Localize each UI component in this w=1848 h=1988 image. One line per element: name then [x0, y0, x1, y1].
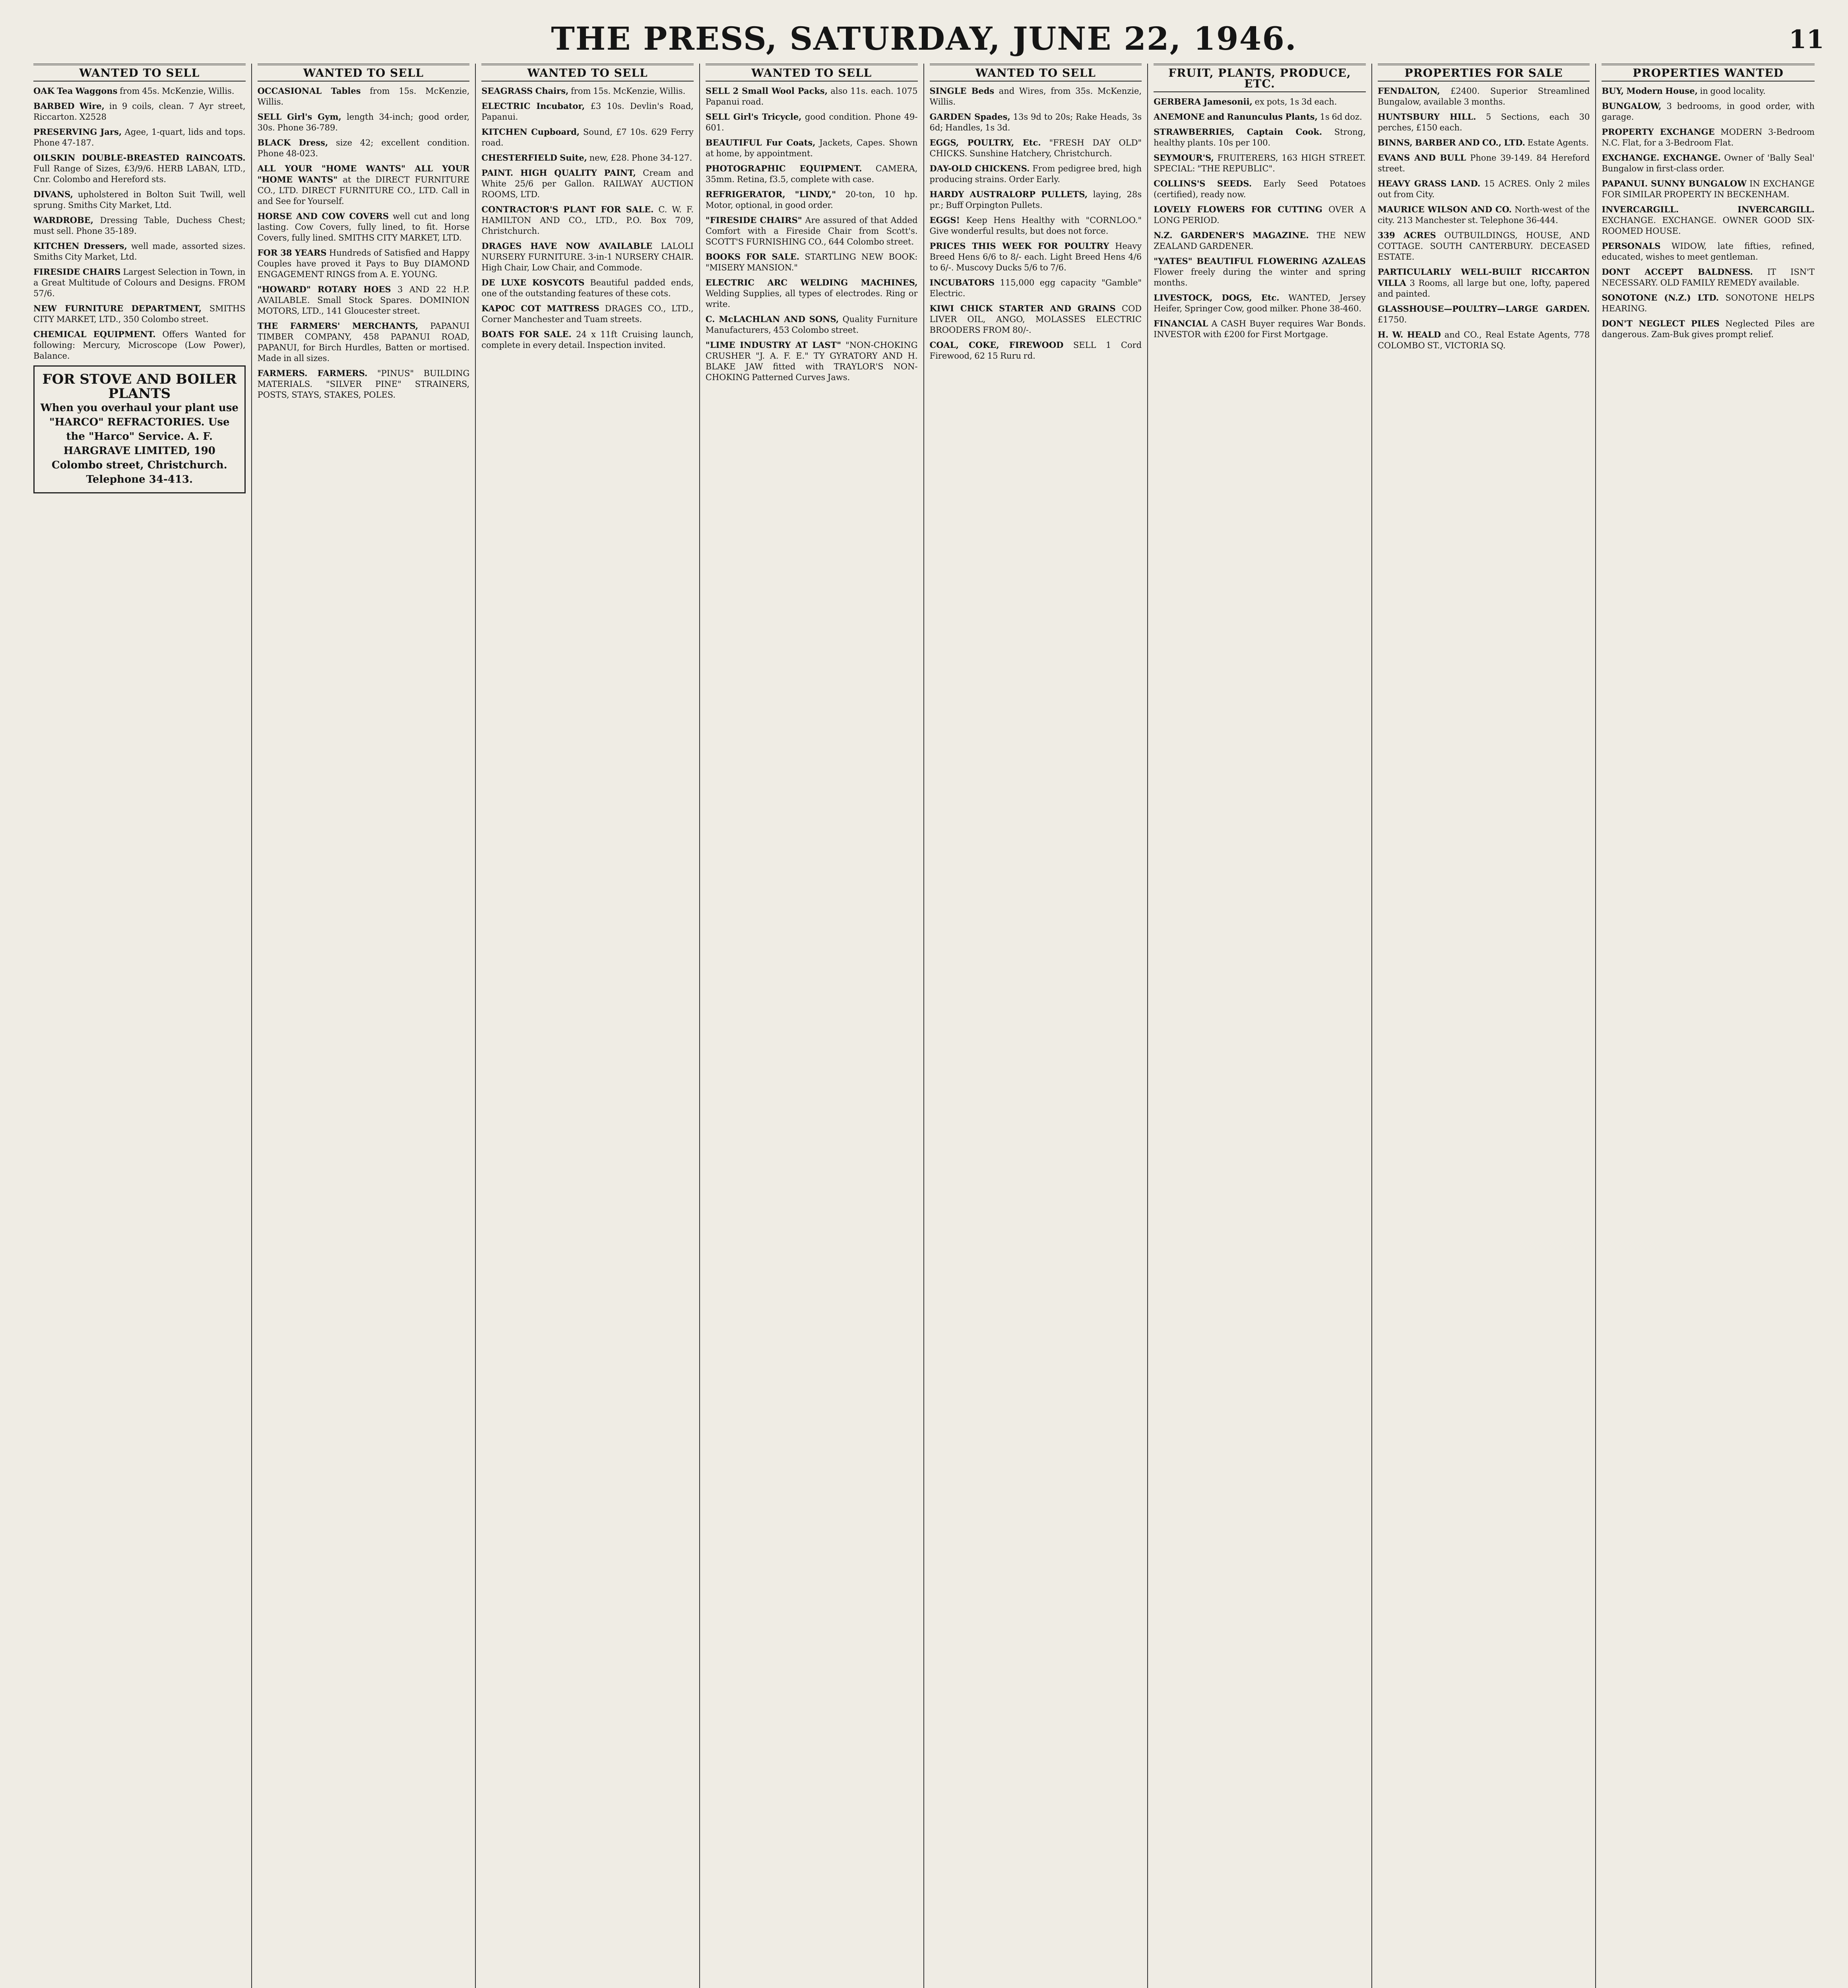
- section-heading: PROPERTIES FOR SALE: [1378, 64, 1590, 82]
- classified-ad: [1154, 178, 1366, 200]
- ad-lead: PROPERTY EXCHANGE: [1602, 127, 1715, 137]
- ad-lead: HARDY AUSTRALORP PULLETS,: [929, 189, 1088, 199]
- ad-lead: BLACK Dress,: [257, 138, 328, 148]
- classified-ad: [706, 111, 918, 133]
- classified-ad: [258, 111, 470, 133]
- section-heading: WANTED TO SELL: [481, 64, 694, 82]
- classified-ad: [1154, 292, 1366, 314]
- ad-lead: OILSKIN DOUBLE-BREASTED RAINCOATS.: [33, 153, 246, 163]
- classified-ad: [1378, 85, 1590, 107]
- ad-lead: KITCHEN Cupboard,: [481, 127, 580, 137]
- ad-text: OVER A LONG PERIOD.: [1154, 205, 1366, 225]
- ad-text: "PINUS" BUILDING MATERIALS. "SILVER PINE" STRAINERS, POSTS, STAYS, STAKES, POLES.: [257, 369, 470, 400]
- ad-lead: BEAUTIFUL Fur Coats,: [705, 138, 816, 148]
- ad-lead: DON'T NEGLECT PILES: [1602, 318, 1720, 328]
- classified-ad: [481, 85, 694, 97]
- ad-text: IN EXCHANGE FOR SIMILAR PROPERTY IN BECKENHAM.: [1602, 179, 1815, 199]
- classified-ad: [1602, 152, 1815, 174]
- classified-ad: [1154, 318, 1366, 340]
- ad-lead: FIRESIDE CHAIRS: [33, 267, 121, 277]
- ad-text: DRAGES CO., LTD., Corner Manchester and Tuam streets.: [481, 304, 694, 324]
- ad-lead: EGGS, POULTRY, Etc.: [929, 138, 1041, 148]
- ad-lead: SEAGRASS Chairs,: [481, 86, 569, 96]
- ad-text: size 42; excellent condition. Phone 48-023.: [257, 138, 470, 158]
- classified-ad: [1602, 178, 1815, 200]
- ad-lead: MAURICE WILSON AND CO.: [1377, 204, 1512, 214]
- classified-ad: [33, 189, 246, 211]
- ad-text: PAPANUI TIMBER COMPANY, 458 PAPANUI ROAD, PAPANUI, for Birch Hurdles, Batten or mortised. Made in all sizes.: [257, 321, 470, 363]
- page-number: 11: [1788, 25, 1824, 54]
- classified-ad: [1154, 126, 1366, 148]
- ad-lead: ELECTRIC Incubator,: [481, 101, 585, 111]
- ad-text: THE NEW ZEALAND GARDENER.: [1154, 231, 1366, 251]
- ad-text: £2400. Superior Streamlined Bungalow, available 3 months.: [1377, 86, 1590, 107]
- classified-ad: [930, 189, 1142, 211]
- classified-ad: [258, 211, 470, 243]
- ad-lead: PERSONALS: [1602, 241, 1661, 251]
- ad-text: Neglected Piles are dangerous. Zam-Buk gives prompt relief.: [1602, 319, 1815, 339]
- ad-lead: OCCASIONAL Tables: [257, 86, 361, 96]
- ad-lead: C. McLACHLAN AND SONS,: [705, 314, 839, 324]
- ad-text: Dressing Table, Duchess Chest; must sell. Phone 35-189.: [33, 215, 246, 236]
- footer-text: When you overhaul your plant use "HARCO" REFRACTORIES. Use the "Harco" Service. A. F. HARGRAVE LIMITED, 190 Colombo street, Christchurch. Telephone 34-413.: [40, 402, 239, 485]
- classified-ad: [481, 152, 694, 163]
- ad-text: Quality Furniture Manufacturers, 453 Colombo street.: [705, 315, 918, 335]
- ad-text: MODERN 3-Bedroom N.C. Flat, for a 3-Bedroom Flat.: [1602, 127, 1815, 148]
- ad-lead: GERBERA Jamesonii,: [1154, 97, 1253, 107]
- column-3: [476, 64, 700, 1988]
- classified-ad: [1154, 152, 1366, 174]
- ad-lead: PARTICULARLY WELL-BUILT RICCARTON VILLA: [1377, 267, 1590, 288]
- ad-text: OUTBUILDINGS, HOUSE, AND COTTAGE. SOUTH CANTERBURY. DECEASED ESTATE.: [1377, 231, 1590, 262]
- ad-lead: OAK Tea Waggons: [33, 86, 118, 96]
- ad-text: COD LIVER OIL, ANGO, MOLASSES ELECTRIC BROODERS FROM 80/-.: [929, 304, 1142, 335]
- ad-lead: KIWI CHICK STARTER AND GRAINS: [929, 303, 1116, 313]
- classified-ad: [1378, 303, 1590, 325]
- ad-text: 13s 9d to 20s; Rake Heads, 3s 6d; Handles, 1s 3d.: [929, 112, 1142, 132]
- ad-lead: PHOTOGRAPHIC EQUIPMENT.: [705, 163, 862, 173]
- ad-text: new, £28. Phone 34-127.: [589, 153, 692, 163]
- ad-lead: PRICES THIS WEEK FOR POULTRY: [929, 241, 1109, 251]
- ad-lead: 339 ACRES: [1377, 230, 1436, 240]
- ad-text: 1s 6d doz.: [1320, 112, 1362, 122]
- ad-text: laying, 28s pr.; Buff Orpington Pullets.: [929, 190, 1142, 210]
- ad-lead: BARBED Wire,: [33, 101, 105, 111]
- ad-text: Owner of 'Bally Seal' Bungalow in first-class order.: [1602, 153, 1815, 173]
- ad-text: length 34-inch; good order, 30s. Phone 36-789.: [257, 112, 470, 132]
- ad-list: [1154, 96, 1366, 340]
- masthead: [0, 0, 1848, 60]
- section-heading: FRUIT, PLANTS, PRODUCE, ETC.: [1154, 64, 1366, 92]
- classified-ad: [1154, 204, 1366, 226]
- ad-text: Estate Agents.: [1527, 138, 1589, 148]
- ad-text: SMITHS CITY MARKET, LTD., 350 Colombo street.: [33, 304, 246, 324]
- classified-ad: [258, 137, 470, 159]
- ad-lead: ELECTRIC ARC WELDING MACHINES,: [705, 278, 918, 287]
- ad-lead: "HOWARD" ROTARY HOES: [257, 284, 391, 294]
- classified-ad: [1602, 85, 1815, 97]
- ad-text: Beautiful padded ends, one of the outstanding features of these cots.: [481, 278, 694, 298]
- newspaper-title: THE PRESS, SATURDAY, JUNE 22, 1946.: [551, 20, 1297, 57]
- classified-ad: [930, 303, 1142, 336]
- classified-ad: [1378, 178, 1590, 200]
- ad-text: From pedigree bred, high producing strains. Order Early.: [929, 164, 1142, 184]
- ad-text: Sound, £7 10s. 629 Ferry road.: [481, 127, 694, 148]
- section-heading: WANTED TO SELL: [258, 64, 470, 82]
- column-2: [252, 64, 476, 1988]
- ad-text: Largest Selection in Town, in a Great Multitude of Colours and Designs. FROM 57/6.: [33, 267, 246, 298]
- classified-columns: [28, 64, 1820, 1988]
- classified-ad: [258, 284, 470, 316]
- ad-text: good condition. Phone 49-601.: [705, 112, 918, 132]
- classified-ad: [481, 126, 694, 148]
- classified-ad: [930, 241, 1142, 273]
- classified-ad: [706, 85, 918, 107]
- ad-text: well made, assorted sizes. Smiths City Market, Ltd.: [33, 241, 246, 262]
- ad-text: "NON-CHOKING CRUSHER "J. A. F. E." TY GYRATORY AND H. BLAKE JAW fitted with TRAYLOR'S NON-CHOKING Patterned Curves Jaws.: [705, 340, 918, 382]
- ad-text: well cut and long lasting. Cow Covers, fully lined, to fit. Horse Covers, fully lined. SMITHS CITY MARKET, LTD.: [257, 212, 470, 243]
- ad-text: Jackets, Capes. Shown at home, by appointment.: [705, 138, 918, 158]
- classified-ad: [706, 340, 918, 383]
- ad-text: ex pots, 1s 3d each.: [1255, 97, 1337, 107]
- classified-ad: [481, 204, 694, 237]
- classified-ad: [481, 167, 694, 200]
- ad-lead: CHEMICAL EQUIPMENT.: [33, 329, 156, 339]
- classified-ad: [1378, 152, 1590, 174]
- classified-ad: [1378, 266, 1590, 299]
- ad-text: 20-ton, 10 hp. Motor, optional, in good order.: [705, 190, 918, 210]
- ad-text: 3 bedrooms, in good order, with garage.: [1602, 101, 1815, 122]
- classified-ad: [481, 277, 694, 299]
- ad-list: [1378, 85, 1590, 351]
- ad-text: Offers Wanted for following: Mercury, Microscope (Low Power), Balance.: [33, 330, 246, 361]
- classified-ad: [33, 215, 246, 237]
- classified-ad: [1602, 266, 1815, 288]
- ad-text: 3 AND 22 H.P. AVAILABLE. Small Stock Spares. DOMINION MOTORS, LTD., 141 Gloucester street.: [257, 285, 470, 316]
- classified-ad: [1602, 204, 1815, 237]
- classified-ad: [1602, 126, 1815, 148]
- ad-text: upholstered in Bolton Suit Twill, well sprung. Smiths City Market, Ltd.: [33, 190, 246, 210]
- classified-ad: [706, 314, 918, 336]
- ad-lead: LIVESTOCK, DOGS, Etc.: [1154, 293, 1280, 303]
- ad-text: Agee, 1-quart, lids and tops. Phone 47-187.: [33, 127, 246, 148]
- ad-lead: COAL, COKE, FIREWOOD: [929, 340, 1064, 350]
- column-6: [1148, 64, 1372, 1988]
- ad-lead: HUNTSBURY HILL.: [1377, 112, 1476, 122]
- ad-text: Hundreds of Satisfied and Happy Couples have proved it Pays to Buy DIAMOND ENGAGEMENT RINGS from A. E. YOUNG.: [257, 248, 470, 279]
- ad-lead: REFRIGERATOR, "LINDY,": [705, 189, 836, 199]
- ad-lead: BUNGALOW,: [1602, 101, 1662, 111]
- ad-lead: DRAGES HAVE NOW AVAILABLE: [481, 241, 653, 251]
- ad-lead: EXCHANGE. EXCHANGE.: [1602, 153, 1721, 163]
- classified-ad: [258, 368, 470, 400]
- ad-text: 15 ACRES. Only 2 miles out from City.: [1377, 179, 1590, 199]
- classified-ad: [1378, 204, 1590, 226]
- ad-text: LALOLI NURSERY FURNITURE. 3-in-1 NURSERY CHAIR. High Chair, Low Chair, and Commode.: [481, 241, 694, 272]
- ad-list: [706, 85, 918, 383]
- ad-lead: SEYMOUR'S,: [1154, 153, 1214, 163]
- ad-text: CAMERA, 35mm. Retina, f3.5, complete with case.: [705, 164, 918, 184]
- ad-lead: BOATS FOR SALE.: [481, 329, 572, 339]
- classified-ad: [33, 241, 246, 262]
- ad-text: "FRESH DAY OLD" CHICKS. Sunshine Hatchery, Christchurch.: [929, 138, 1142, 158]
- classified-ad: [706, 251, 918, 273]
- classified-ad: [1154, 96, 1366, 107]
- ad-text: SONOTONE HELPS HEARING.: [1602, 293, 1815, 313]
- ad-text: SELL 1 Cord Firewood, 62 15 Ruru rd.: [929, 340, 1142, 361]
- classified-ad: [33, 101, 246, 122]
- ad-lead: SELL Girl's Gym,: [257, 112, 341, 122]
- ad-text: at the DIRECT FURNITURE CO., LTD. DIRECT FURNITURE CO., LTD. Call in and See for Yourself.: [257, 175, 470, 206]
- ad-lead: BUY, Modern House,: [1602, 86, 1698, 96]
- ad-text: Phone 39-149. 84 Hereford street.: [1377, 153, 1590, 173]
- ad-text: Flower freely during the winter and spring months.: [1154, 267, 1366, 287]
- ad-lead: COLLINS'S SEEDS.: [1154, 179, 1252, 188]
- ad-lead: DIVANS,: [33, 189, 73, 199]
- ad-list: [33, 85, 246, 361]
- ad-lead: GARDEN Spades,: [929, 112, 1010, 122]
- ad-lead: CHESTERFIELD Suite,: [481, 153, 587, 163]
- ad-lead: NEW FURNITURE DEPARTMENT,: [33, 303, 202, 313]
- ad-lead: SELL 2 Small Wool Packs,: [705, 86, 828, 96]
- ad-text: 115,000 egg capacity "Gamble" Electric.: [929, 278, 1142, 298]
- ad-text: Keep Hens Healthy with "CORNLOO." Give wonderful results, but does not force.: [929, 215, 1142, 236]
- ad-lead: "LIME INDUSTRY AT LAST": [705, 340, 842, 350]
- classified-ad: [481, 101, 694, 122]
- classified-ad: [930, 137, 1142, 159]
- ad-lead: LOVELY FLOWERS FOR CUTTING: [1154, 204, 1322, 214]
- ad-text: in good locality.: [1700, 86, 1766, 96]
- section-heading: WANTED TO SELL: [930, 64, 1142, 82]
- classified-ad: [1602, 292, 1815, 314]
- ad-lead: HEAVY GRASS LAND.: [1377, 179, 1481, 188]
- ad-lead: ALL YOUR "HOME WANTS" ALL YOUR "HOME WANTS": [257, 163, 470, 184]
- ad-lead: PAPANUI. SUNNY BUNGALOW: [1602, 179, 1747, 188]
- classified-ad: [33, 329, 246, 361]
- classified-ad: [706, 277, 918, 310]
- ad-text: A CASH Buyer requires War Bonds. INVESTOR with £200 for First Mortgage.: [1154, 319, 1366, 339]
- classified-ad: [706, 137, 918, 159]
- ad-text: from 15s. McKenzie, Willis.: [257, 86, 470, 107]
- column-4: [700, 64, 924, 1988]
- ad-lead: FENDALTON,: [1377, 86, 1440, 96]
- classified-ad: [706, 215, 918, 247]
- footer-box: [33, 365, 246, 493]
- classified-ad: [930, 85, 1142, 107]
- classified-ad: [930, 277, 1142, 299]
- ad-text: £3 10s. Devlin's Road, Papanui.: [481, 101, 694, 122]
- classified-ad: [33, 152, 246, 185]
- classified-ad: [481, 241, 694, 273]
- ad-text: and CO., Real Estate Agents, 778 COLOMBO ST., VICTORIA SQ.: [1377, 330, 1590, 350]
- classified-ad: [258, 320, 470, 364]
- ad-text: Are assured of that Added Comfort with a Fireside Chair from Scott's. SCOTT'S FURNISHING CO., 644 Colombo street.: [705, 215, 918, 247]
- ad-text: also 11s. each. 1075 Papanui road.: [705, 86, 918, 107]
- column-1: [28, 64, 252, 1988]
- ad-text: 5 Sections, each 30 perches, £150 each.: [1377, 112, 1590, 132]
- column-7: [1372, 64, 1596, 1988]
- classified-ad: [1378, 329, 1590, 351]
- ad-list: [930, 85, 1142, 361]
- ad-text: 3 Rooms, all large but one, lofty, papered and painted.: [1377, 278, 1590, 299]
- classified-ad: [258, 163, 470, 207]
- column-8: [1596, 64, 1820, 1988]
- ad-lead: CONTRACTOR'S PLANT FOR SALE.: [481, 204, 654, 214]
- ad-lead: "FIRESIDE CHAIRS": [705, 215, 802, 225]
- ad-lead: PRESERVING Jars,: [33, 127, 122, 137]
- ad-lead: H. W. HEALD: [1377, 330, 1441, 340]
- ad-lead: KITCHEN Dressers,: [33, 241, 127, 251]
- ad-lead: STRAWBERRIES, Captain Cook.: [1154, 127, 1322, 137]
- ad-text: C. W. F. HAMILTON AND CO., LTD., P.O. Box 709, Christchurch.: [481, 205, 694, 236]
- ad-text: Heavy Breed Hens 6/6 to 8/- each. Light Breed Hens 4/6 to 6/-. Muscovy Ducks 5/6 to 7/6.: [929, 241, 1142, 272]
- classified-ad: [258, 85, 470, 107]
- ad-text: Strong, healthy plants. 10s per 100.: [1154, 127, 1366, 148]
- classified-ad: [33, 266, 246, 299]
- ad-lead: BINNS, BARBER AND CO., LTD.: [1377, 138, 1525, 148]
- classified-ad: [258, 247, 470, 280]
- classified-ad: [33, 126, 246, 148]
- classified-ad: [1154, 230, 1366, 252]
- classified-ad: [33, 303, 246, 325]
- ad-lead: WARDROBE,: [33, 215, 94, 225]
- ad-text: Early Seed Potatoes (certified), ready now.: [1154, 179, 1366, 199]
- classified-ad: [930, 111, 1142, 133]
- classified-ad: [930, 340, 1142, 361]
- classified-ad: [706, 189, 918, 211]
- ad-text: and Wires, from 35s. McKenzie, Willis.: [929, 86, 1142, 107]
- ad-text: EXCHANGE. EXCHANGE. OWNER GOOD SIX-ROOMED HOUSE.: [1602, 215, 1815, 236]
- ad-lead: KAPOC COT MATTRESS: [481, 303, 599, 313]
- classified-ad: [481, 303, 694, 325]
- ad-text: FRUITERERS, 163 HIGH STREET. SPECIAL: "THE REPUBLIC".: [1154, 153, 1366, 173]
- ad-text: North-west of the city. 213 Manchester st. Telephone 36-444.: [1377, 205, 1590, 225]
- ad-lead: FINANCIAL: [1154, 318, 1208, 328]
- ad-text: WIDOW, late fifties, refined, educated, wishes to meet gentleman.: [1602, 241, 1815, 262]
- ad-lead: DONT ACCEPT BALDNESS.: [1602, 267, 1753, 277]
- ad-text: from 45s. McKenzie, Willis.: [120, 86, 235, 96]
- ad-text: WANTED, Jersey Heifer, Springer Cow, good milker. Phone 38-460.: [1154, 293, 1366, 313]
- ad-lead: INVERCARGILL. INVERCARGILL.: [1602, 204, 1815, 214]
- ad-list: [481, 85, 694, 351]
- ad-lead: EVANS AND BULL: [1377, 153, 1466, 163]
- ad-lead: SINGLE Beds: [929, 86, 995, 96]
- classified-ad: [33, 85, 246, 97]
- ad-lead: DAY-OLD CHICKENS.: [929, 163, 1030, 173]
- ad-text: from 15s. McKenzie, Willis.: [571, 86, 686, 96]
- classified-ad: [1602, 318, 1815, 340]
- ad-text: Full Range of Sizes, £3/9/6. HERB LABAN, LTD., Cnr. Colombo and Hereford sts.: [33, 164, 246, 184]
- ad-lead: FOR 38 YEARS: [257, 248, 327, 258]
- ad-lead: ANEMONE and Ranunculus Plants,: [1154, 112, 1318, 122]
- ad-text: STARTLING NEW BOOK: "MISERY MANSION.": [705, 252, 918, 272]
- ad-lead: SELL Girl's Tricycle,: [705, 112, 802, 122]
- classified-ad: [1602, 241, 1815, 262]
- classified-ad: [706, 163, 918, 185]
- section-heading: WANTED TO SELL: [33, 64, 246, 82]
- ad-list: [258, 85, 470, 400]
- classified-ad: [1154, 111, 1366, 122]
- ad-lead: BOOKS FOR SALE.: [705, 252, 800, 262]
- column-5: [924, 64, 1148, 1988]
- ad-lead: INCUBATORS: [929, 278, 995, 287]
- ad-lead: THE FARMERS' MERCHANTS,: [257, 321, 419, 331]
- ad-lead: SONOTONE (N.Z.) LTD.: [1602, 293, 1719, 303]
- classified-ad: [1154, 256, 1366, 288]
- ad-list: [1602, 85, 1815, 340]
- classified-ad: [930, 163, 1142, 185]
- ad-text: £1750.: [1377, 315, 1407, 324]
- ad-lead: N.Z. GARDENER'S MAGAZINE.: [1154, 230, 1309, 240]
- ad-text: in 9 coils, clean. 7 Ayr street, Riccarton. X2528: [33, 101, 246, 122]
- ad-lead: "YATES" BEAUTIFUL FLOWERING AZALEAS: [1154, 256, 1366, 266]
- footer-lead: FOR STOVE AND BOILER PLANTS: [42, 371, 237, 402]
- ad-text: IT ISN'T NECESSARY. OLD FAMILY REMEDY available.: [1602, 267, 1815, 287]
- ad-lead: EGGS!: [929, 215, 960, 225]
- ad-text: Welding Supplies, all types of electrodes. Ring or write.: [705, 289, 918, 309]
- ad-lead: DE LUXE KOSYCOTS: [481, 278, 585, 287]
- classified-ad: [1378, 230, 1590, 262]
- ad-lead: PAINT. HIGH QUALITY PAINT,: [481, 168, 636, 178]
- ad-lead: GLASSHOUSE—POULTRY—LARGE GARDEN.: [1377, 304, 1590, 314]
- classified-ad: [1602, 101, 1815, 122]
- section-heading: PROPERTIES WANTED: [1602, 64, 1815, 82]
- classified-ad: [1378, 137, 1590, 148]
- section-heading: WANTED TO SELL: [706, 64, 918, 82]
- ad-text: 24 x 11ft Cruising launch, complete in every detail. Inspection invited.: [481, 330, 694, 350]
- classified-ad: [481, 329, 694, 351]
- classified-ad: [1378, 111, 1590, 133]
- ad-lead: HORSE AND COW COVERS: [257, 211, 389, 221]
- ad-lead: FARMERS. FARMERS.: [257, 368, 368, 378]
- classified-ad: [930, 215, 1142, 237]
- ad-text: Cream and White 25/6 per Gallon. RAILWAY AUCTION ROOMS, LTD.: [481, 168, 694, 199]
